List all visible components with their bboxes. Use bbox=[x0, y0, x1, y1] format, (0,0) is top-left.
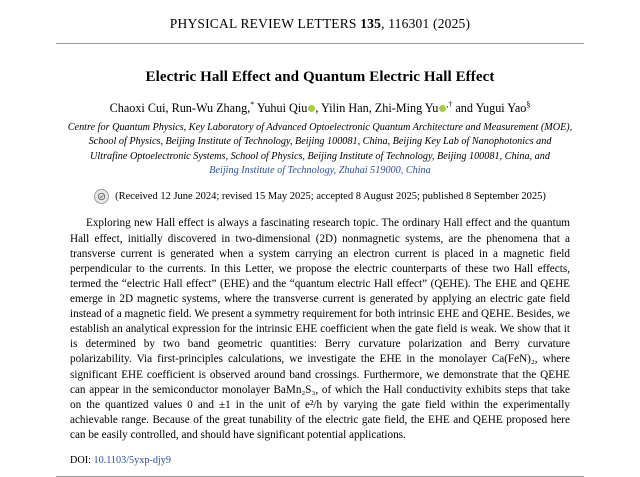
authors-part-4: and Yugui Yao bbox=[452, 101, 527, 116]
author-list bbox=[56, 100, 584, 117]
authors-part-2: Yuhui Qiu bbox=[254, 101, 308, 116]
affiliation-line-3: Ultrafine Optoelectronic Systems, School of Physics, Beijing Institute of Technology, Beijing 100081, China, and bbox=[90, 150, 550, 162]
doi-link[interactable]: 10.1103/5yxp-djy9 bbox=[93, 455, 171, 467]
page-title: Electric Hall Effect and Quantum Electric Hall Effect bbox=[145, 69, 495, 85]
author-footnote-1: * bbox=[250, 100, 255, 109]
orcid-icon[interactable] bbox=[439, 105, 446, 112]
doi-line bbox=[56, 455, 584, 466]
received-dates: (Received 12 June 2024; revised 15 May 2025; accepted 8 August 2025; published 8 September 2025) bbox=[115, 191, 546, 203]
authors-part-1: Chaoxi Cui, Run-Wu Zhang, bbox=[109, 101, 251, 116]
abstract-text: Exploring new Hall effect is always a fascinating research topic. The ordinary Hall effect and the quantum Hall effect, initially discovered in two-dimensional (2D) nonmagnetic systems, are the phenomena that a transverse current is generated when a system carrying an electron current is placed in a magnetic field perpendicular to the currents. In this Letter, we propose the electric counterparts of these two Hall effects, termed the “electric Hall effect” (EHE) and the “quantum electric Hall effect” (QEHE). The EHE and QEHE emerge in 2D magnetic systems, where the transverse current is generated by applying an electric gate field instead of a magnetic field. We present a symmetry requirement for both intrinsic EHE and QEHE. Besides, we establish an analytical expression for the intrinsic EHE coefficient when the gate field is weak. We show that it is determined by two band geometric quantities: Berry curvature polarization and Berry curvature polarizability. Via first-principles calculations, we investigate the EHE in the monolayer Ca(FeN)₂, where significant EHE coefficient is observed around band crossings. Furthermore, we demonstrate that the QEHE can appear in the semiconductor monolayer BaMn₂S₃, of which the Hall conductivity exhibits steps that take on the quantized values 0 and ±1 in the unit of e²/h by varying the gate field within the experimentally achievable range. Because of the great tunability of the electric gate field, the EHE and QEHE proposed here can be easily controlled, and should have significant potential applications. bbox=[70, 217, 570, 441]
affiliation-line-1: Centre for Quantum Physics, Key Laboratory of Advanced Optoelectronic Quantum Architecture and Measurement (MOE), bbox=[67, 121, 573, 133]
header-divider bbox=[56, 43, 584, 44]
author-footnote-3: § bbox=[526, 100, 531, 109]
journal-article-number: , 116301 (2025) bbox=[381, 16, 471, 31]
received-row bbox=[56, 189, 584, 204]
authors-part-3: , Yilin Han, Zhi-Ming Yu bbox=[315, 101, 439, 116]
affiliation-line-2: School of Physics, Beijing Institute of Technology, Beijing 100081, China, Beijing Key Lab of Nanophotonics and bbox=[88, 136, 552, 148]
journal-header bbox=[56, 0, 584, 32]
journal-volume: 135 bbox=[360, 16, 382, 31]
author-footnote-2: ,† bbox=[446, 100, 453, 109]
abstract bbox=[56, 216, 584, 443]
affiliations bbox=[56, 121, 584, 179]
doi-label: DOI: bbox=[70, 455, 94, 467]
journal-name: PHYSICAL REVIEW LETTERS bbox=[169, 16, 357, 31]
crossmark-icon[interactable] bbox=[94, 189, 109, 204]
affiliation-line-4: Beijing Institute of Technology, Zhuhai 519000, China bbox=[209, 164, 431, 176]
